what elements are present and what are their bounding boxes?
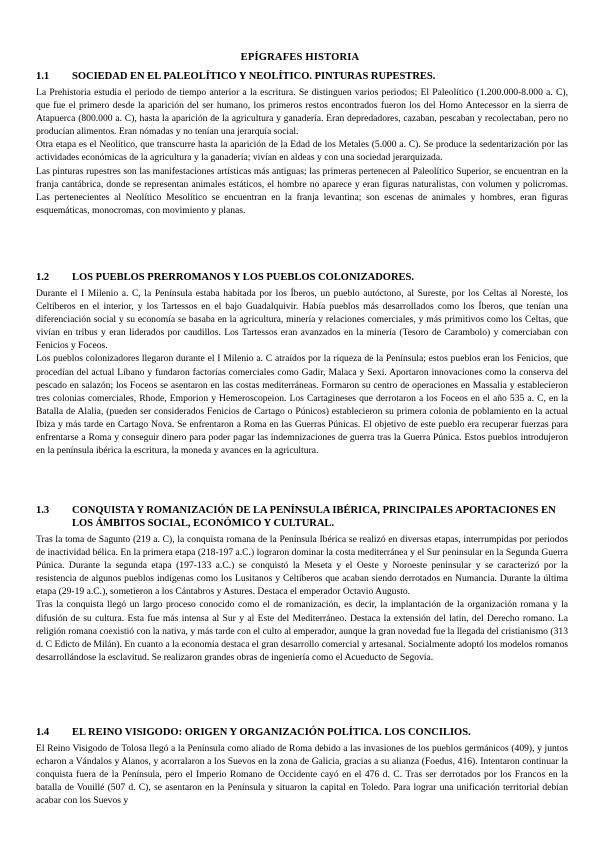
section-title: LOS PUEBLOS PRERROMANOS Y LOS PUEBLOS COLONIZADORES. [72,272,414,283]
section-heading [36,70,568,83]
paragraph: Durante el I Milenio a. C, la Península estaba habitada por los Íberos, un pueblo autóctono, al Sureste, por los Celtas al Noreste, los Celtíberos en el interior, y los Tartessos en el bajo Guadalquivir. Había pueblos más desarrollados como los Íberos, que tenían una diferenciación social y su economía se basaba en la agricultura, minería y relaciones comerciales, y más primitivos como los Celtas, que vivían en tribus y eran liderados por caudillos. Los Tartessos eran avanzados en la minería (Tesoro de Carambolo) y comerciaban con Fenicios y Foceos. [36,288,568,352]
document-title: EPÍGRAFES HISTORIA [240,52,360,63]
section-1-2 [36,271,568,457]
section-1-4 [36,726,568,807]
section-title: CONQUISTA Y ROMANIZACIÓN DE LA PENÍNSULA IBÉRICA, PRINCIPALES APORTACIONES EN LOS ÁMBITOS SOCIAL, ECONÓMICO Y CULTURAL. [72,505,556,529]
section-title: EL REINO VISIGODO: ORIGEN Y ORGANIZACIÓN POLÍTICA. LOS CONCILIOS. [72,727,471,738]
section-title: SOCIEDAD EN EL PALEOLÍTICO Y NEOLÍTICO. PINTURAS RUPESTRES. [72,71,436,82]
paragraph: Los pueblos colonizadores llegaron durante el I Milenio a. C atraídos por la riqueza de la Península; estos pueblos eran los Fenicios, que procedían del actual Líbano y fundaron factorías comerciales como Gadir, Malaca y Sexi. Aportaron innovaciones como la conserva del pescado en salazón; los Foceos se asentaron en las costas mediterráneas. Formaron su centro de operaciones en Massalia y establecieron tres colonias comerciales, Rhode, Emporion y Hemeroscopeion. Los Cartagineses que derrotaron a los Foceos en el año 535 a. C, en la Batalla de Alalia, (pueden ser considerados Fenicios de Cartago o Púnicos) establecieron su primera colonia de poblamiento en la actual Ibiza y más tarde en Cartago Nova. Se enfrentaron a Roma en las Guerras Púnicas. El objetivo de este pueblo era recuperar fuerzas para enfrentarse a Roma y conseguir dinero para poder pagar las indemnizaciones de guerra tras la Guerra Púnica. Estos pueblos introdujeron en la península ibérica la escritura, la moneda y avances en la agricultura. [36,353,568,457]
section-number: 1.2 [36,272,50,283]
section-number: 1.1 [36,71,50,82]
section-1-3 [36,504,568,664]
paragraph: Tras la toma de Sagunto (219 a. C), la conquista romana de la Península Ibérica se realizó en diversas etapas, interrumpidas por periodos de inactividad bélica. En la primera etapa (218-197 a.C.) lograron dominar la costa mediterránea y el Sur peninsular en la Segunda Guerra Púnica. Durante la segunda etapa (197-133 a.C.) se conquistó la Meseta y el Oeste y Noroeste peninsular y se caracterizó por la resistencia de algunos pueblos indígenas como los Lusitanos y Celtíberos que acaban siendo derrotados en Numancia. Durante la última etapa (29-19 a.C.), sometieron a los Cántabros y Astures. Destaca el emperador Octavio Augusto. [36,534,568,598]
paragraph: El Reino Visigodo de Tolosa llegó a la Península como aliado de Roma debido a las invasiones de los pueblos germánicos (409), y juntos echaron a Vándalos y Alanos, y acorralaron a los Suevos en la zona de Galicia, gracias a su alianza (Foedus, 416). Intentaron continuar la conquista fuera de la Península, pero el Imperio Romano de Occidente cayó en el 476 d. C. Tras ser derrotados por los Francos en la batalla de Vouillé (507 d. C), se asentaron en la Península y situaron la capital en Toledo. Para lograr una unificación territorial debían acabar con los Suevos y [36,743,568,807]
section-heading [36,726,568,739]
section-heading [36,271,568,284]
paragraph: Otra etapa es el Neolítico, que transcurre hasta la aparición de la Edad de los Metales (5.000 a. C). Se produce la sedentarización por las actividades económicas de la agricultura y la ganadería; vivían en aldeas y con una sociedad jerarquizada. [36,139,568,164]
section-1-1 [36,70,568,217]
paragraph: Tras la conquista llegó un largo proceso conocido como el de romanización, es decir, la implantación de la organización romana y la difusión de su cultura. Esta fue más intensa al Sur y al Este del Mediterráneo. Destaca la extensión del latín, del Derecho romano. La religión romana coexistió con la nativa, y más tarde con el culto al emperador, aunque la gran novedad fue la llegada del cristianismo (313 d. C Edicto de Milán). En cuanto a la economía destaca el gran desarrollo comercial y artesanal. Socialmente adoptó los modelos romanos desarrollándose la esclavitud. Se realizaron grandes obras de ingeniería como el Acueducto de Segovia. [36,599,568,663]
section-number: 1.3 [36,505,50,516]
section-heading [36,504,568,530]
section-number: 1.4 [36,727,50,738]
paragraph: Las pinturas rupestres son las manifestaciones artísticas más antiguas; las primeras pertenecen al Paleolítico Superior, se encuentran en la franja cantábrica, donde se representan animales estáticos, el hombre no aparece y eran figuras naturalistas, con volumen y policromas. Las pertenecientes al Neolítico Mesolítico se encuentran en la franja levantina; son escenas de animales y hombres, eran figuras esquemáticas, monocromas, con movimiento y planas. [36,165,568,216]
paragraph: La Prehistoria estudia el periodo de tiempo anterior a la escritura. Se distinguen varios periodos; El Paleolítico (1.200.000-8.000 a. C), que fue el primero desde la aparición del ser humano, los primeros restos encontrados fueron los del Homo Antecessor en la sierra de Atapuerca (800.000 a. C), hasta la aparición de la agricultura y ganadería. Eran depredadores, cazaban, pescaban y recolectaban, pero no producían alimentos. Eran nómadas y no tenían una jerarquía social. [36,87,568,138]
